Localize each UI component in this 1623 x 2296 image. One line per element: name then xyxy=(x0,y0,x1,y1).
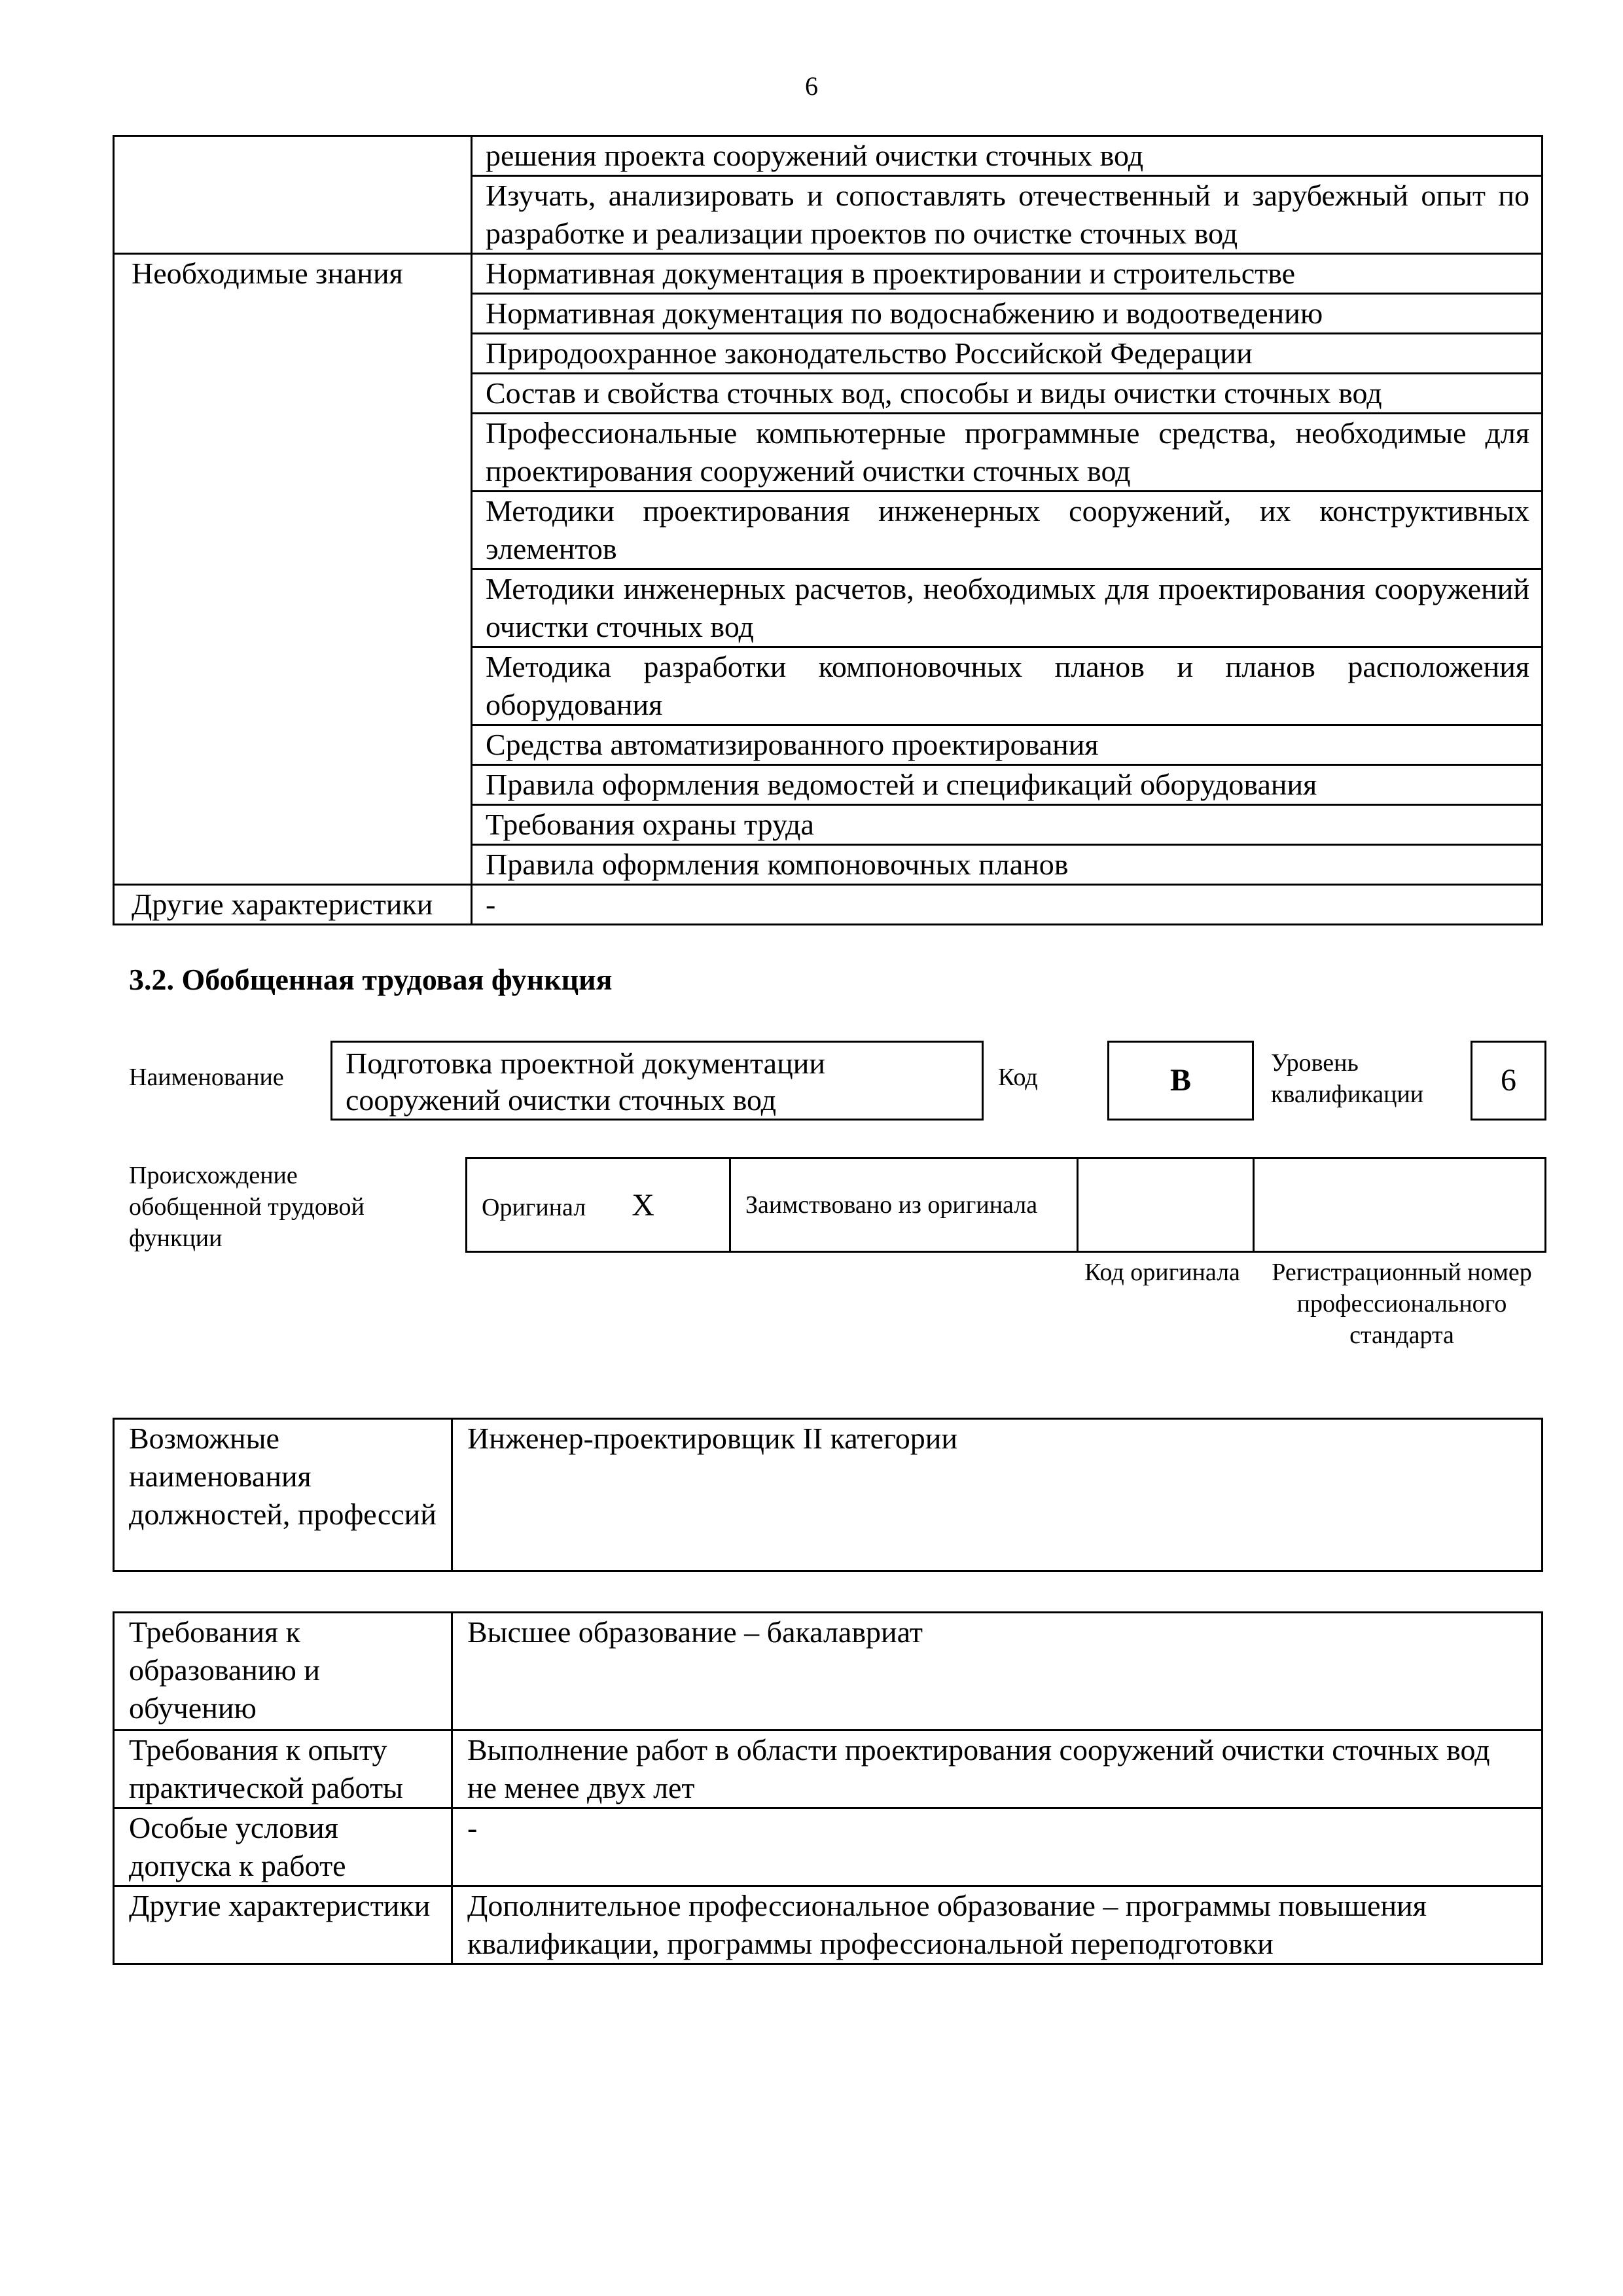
table-row xyxy=(114,1419,1543,1571)
row-value: Выполнение работ в области проектирования сооружений очистки сточных вод не менее двух лет xyxy=(452,1731,1543,1808)
origin-label: Происхождение обобщенной трудовой функции xyxy=(129,1162,365,1252)
requirements-table xyxy=(113,1611,1543,1965)
function-name-field: Подготовка проектной документации сооружений очистки сточных вод xyxy=(330,1041,984,1121)
row-value: - xyxy=(472,885,1543,925)
row-label: Возможные наименования должностей, профессий xyxy=(114,1419,452,1571)
table-row xyxy=(114,885,1543,925)
page-number: 6 xyxy=(805,71,818,101)
row-value: Высшее образование – бакалавриат xyxy=(452,1613,1543,1731)
table-row xyxy=(114,1808,1543,1886)
row-label: Необходимые знания xyxy=(114,254,472,885)
row-value: Нормативная документация в проектировании и строительстве xyxy=(472,254,1543,294)
positions-table xyxy=(113,1418,1543,1572)
row-value: Методика разработки компоновочных планов и планов расположения оборудования xyxy=(472,647,1543,725)
row-value: Средства автоматизированного проектирования xyxy=(472,725,1543,765)
code-label: Код xyxy=(998,1064,1038,1091)
row-value: - xyxy=(452,1808,1543,1886)
table-row xyxy=(114,136,1543,176)
registration-number-caption: Регистрационный номер профессионального стандарта xyxy=(1272,1259,1532,1349)
row-value: Нормативная документация по водоснабжению и водоотведению xyxy=(472,294,1543,334)
row-value: Методики проектирования инженерных сооружений, их конструктивных элементов xyxy=(472,492,1543,569)
level-label: Уровень квалификации xyxy=(1271,1049,1424,1108)
table-row xyxy=(114,1731,1543,1808)
borrowed-label: Заимствовано из оригинала xyxy=(730,1158,1078,1252)
row-label: Особые условия допуска к работе xyxy=(114,1808,452,1886)
name-label: Наименование xyxy=(129,1064,284,1091)
row-value: Требования охраны труда xyxy=(472,805,1543,845)
qualification-level-field: 6 xyxy=(1471,1041,1546,1121)
row-value: Состав и свойства сточных вод, способы и виды очистки сточных вод xyxy=(472,374,1543,414)
table-row xyxy=(114,254,1543,294)
original-code-cell xyxy=(1078,1158,1254,1252)
row-label: Требования к образованию и обучению xyxy=(114,1613,452,1731)
table-row xyxy=(467,1158,1546,1252)
row-value: Изучать, анализировать и сопоставлять отечественный и зарубежный опыт по разработке и реализации проектов по очистке сточных вод xyxy=(472,176,1543,254)
row-label xyxy=(114,136,472,254)
row-label: Требования к опыту практической работы xyxy=(114,1731,452,1808)
registration-number-cell xyxy=(1254,1158,1546,1252)
table-row xyxy=(114,1886,1543,1964)
original-code-caption: Код оригинала xyxy=(1084,1259,1240,1286)
row-value: Профессиональные компьютерные программные средства, необходимые для проектирования сооружений очистки сточных вод xyxy=(472,414,1543,492)
knowledge-table xyxy=(113,135,1543,925)
row-value: Инженер-проектировщик II категории xyxy=(452,1419,1543,1571)
original-label: Оригинал xyxy=(482,1193,586,1221)
row-value: решения проекта сооружений очистки сточных вод xyxy=(472,136,1543,176)
row-value: Дополнительное профессиональное образование – программы повышения квалификации, программы профессиональной переподготовки xyxy=(452,1886,1543,1964)
row-label: Другие характеристики xyxy=(114,885,472,925)
function-code-field: B xyxy=(1107,1041,1254,1121)
original-mark: X xyxy=(632,1187,654,1223)
row-value: Правила оформления ведомостей и спецификаций оборудования xyxy=(472,765,1543,805)
row-value: Правила оформления компоновочных планов xyxy=(472,845,1543,885)
table-row xyxy=(114,1613,1543,1731)
origin-table xyxy=(465,1157,1546,1253)
original-cell xyxy=(467,1158,730,1252)
row-value: Методики инженерных расчетов, необходимых для проектирования сооружений очистки сточных вод xyxy=(472,569,1543,647)
row-label: Другие характеристики xyxy=(114,1886,452,1964)
section-title: 3.2. Обобщенная трудовая функция xyxy=(129,963,613,996)
row-value: Природоохранное законодательство Российской Федерации xyxy=(472,334,1543,374)
